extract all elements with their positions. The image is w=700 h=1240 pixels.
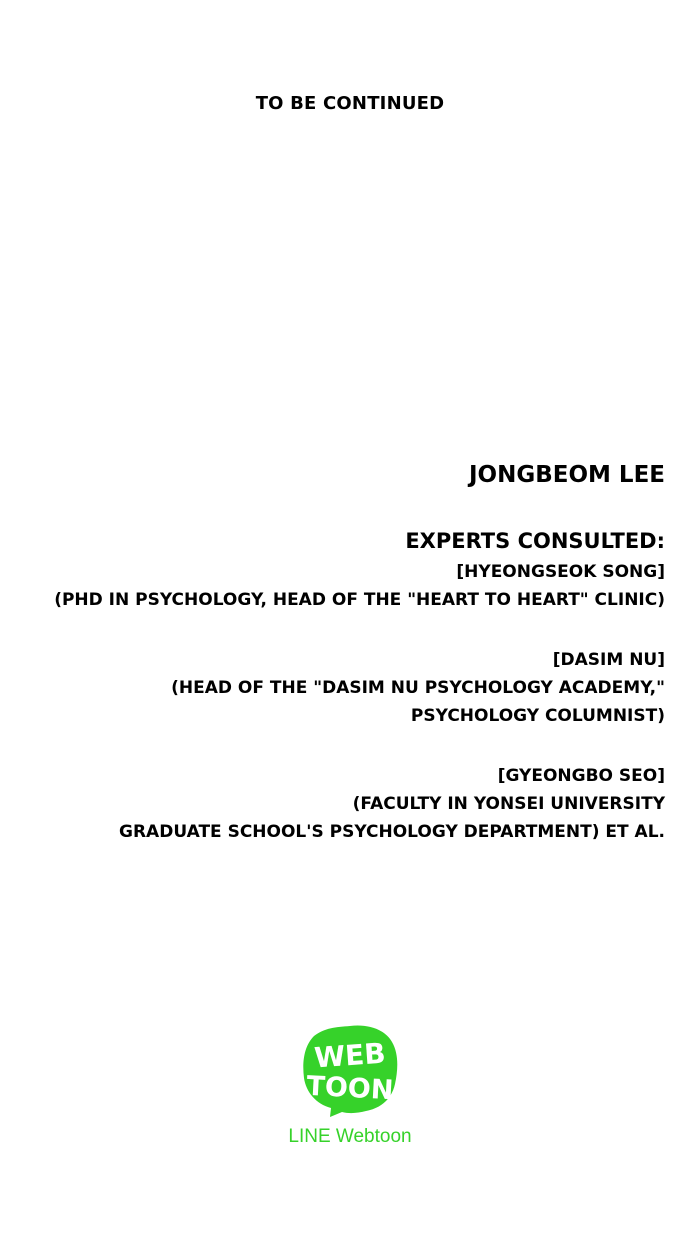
webtoon-logo — [0, 1022, 700, 1148]
expert-credential: (HEAD OF THE "DASIM NU PSYCHOLOGY ACADEMY," — [171, 678, 665, 698]
expert-name: [GYEONGBO SEO] — [497, 766, 665, 786]
expert-credential: PSYCHOLOGY COLUMNIST) — [410, 706, 665, 726]
expert-name: [HYEONGSEOK SONG] — [456, 562, 665, 582]
expert-entry-seo — [45, 762, 665, 846]
expert-entry-song — [45, 558, 665, 614]
logo-wordmark-bottom: TOON — [305, 1070, 395, 1107]
experts-heading: EXPERTS CONSULTED: — [405, 529, 665, 553]
expert-credential: (FACULTY IN YONSEI UNIVERSITY — [352, 794, 665, 814]
logo-caption: LINE Webtoon — [288, 1126, 412, 1147]
expert-credential: GRADUATE SCHOOL'S PSYCHOLOGY DEPARTMENT) ET AL. — [119, 822, 665, 842]
expert-name: [DASIM NU] — [552, 650, 665, 670]
credits-block — [45, 460, 665, 846]
author-name: JONGBEOM LEE — [468, 462, 665, 488]
webtoon-logo-icon — [300, 1022, 400, 1118]
logo-wordmark-top: WEB — [313, 1036, 387, 1075]
expert-credential: (PHD IN PSYCHOLOGY, HEAD OF THE "HEART TO HEART" CLINIC) — [54, 590, 665, 610]
to-be-continued-text: TO BE CONTINUED — [255, 93, 445, 114]
expert-entry-nu — [45, 646, 665, 730]
